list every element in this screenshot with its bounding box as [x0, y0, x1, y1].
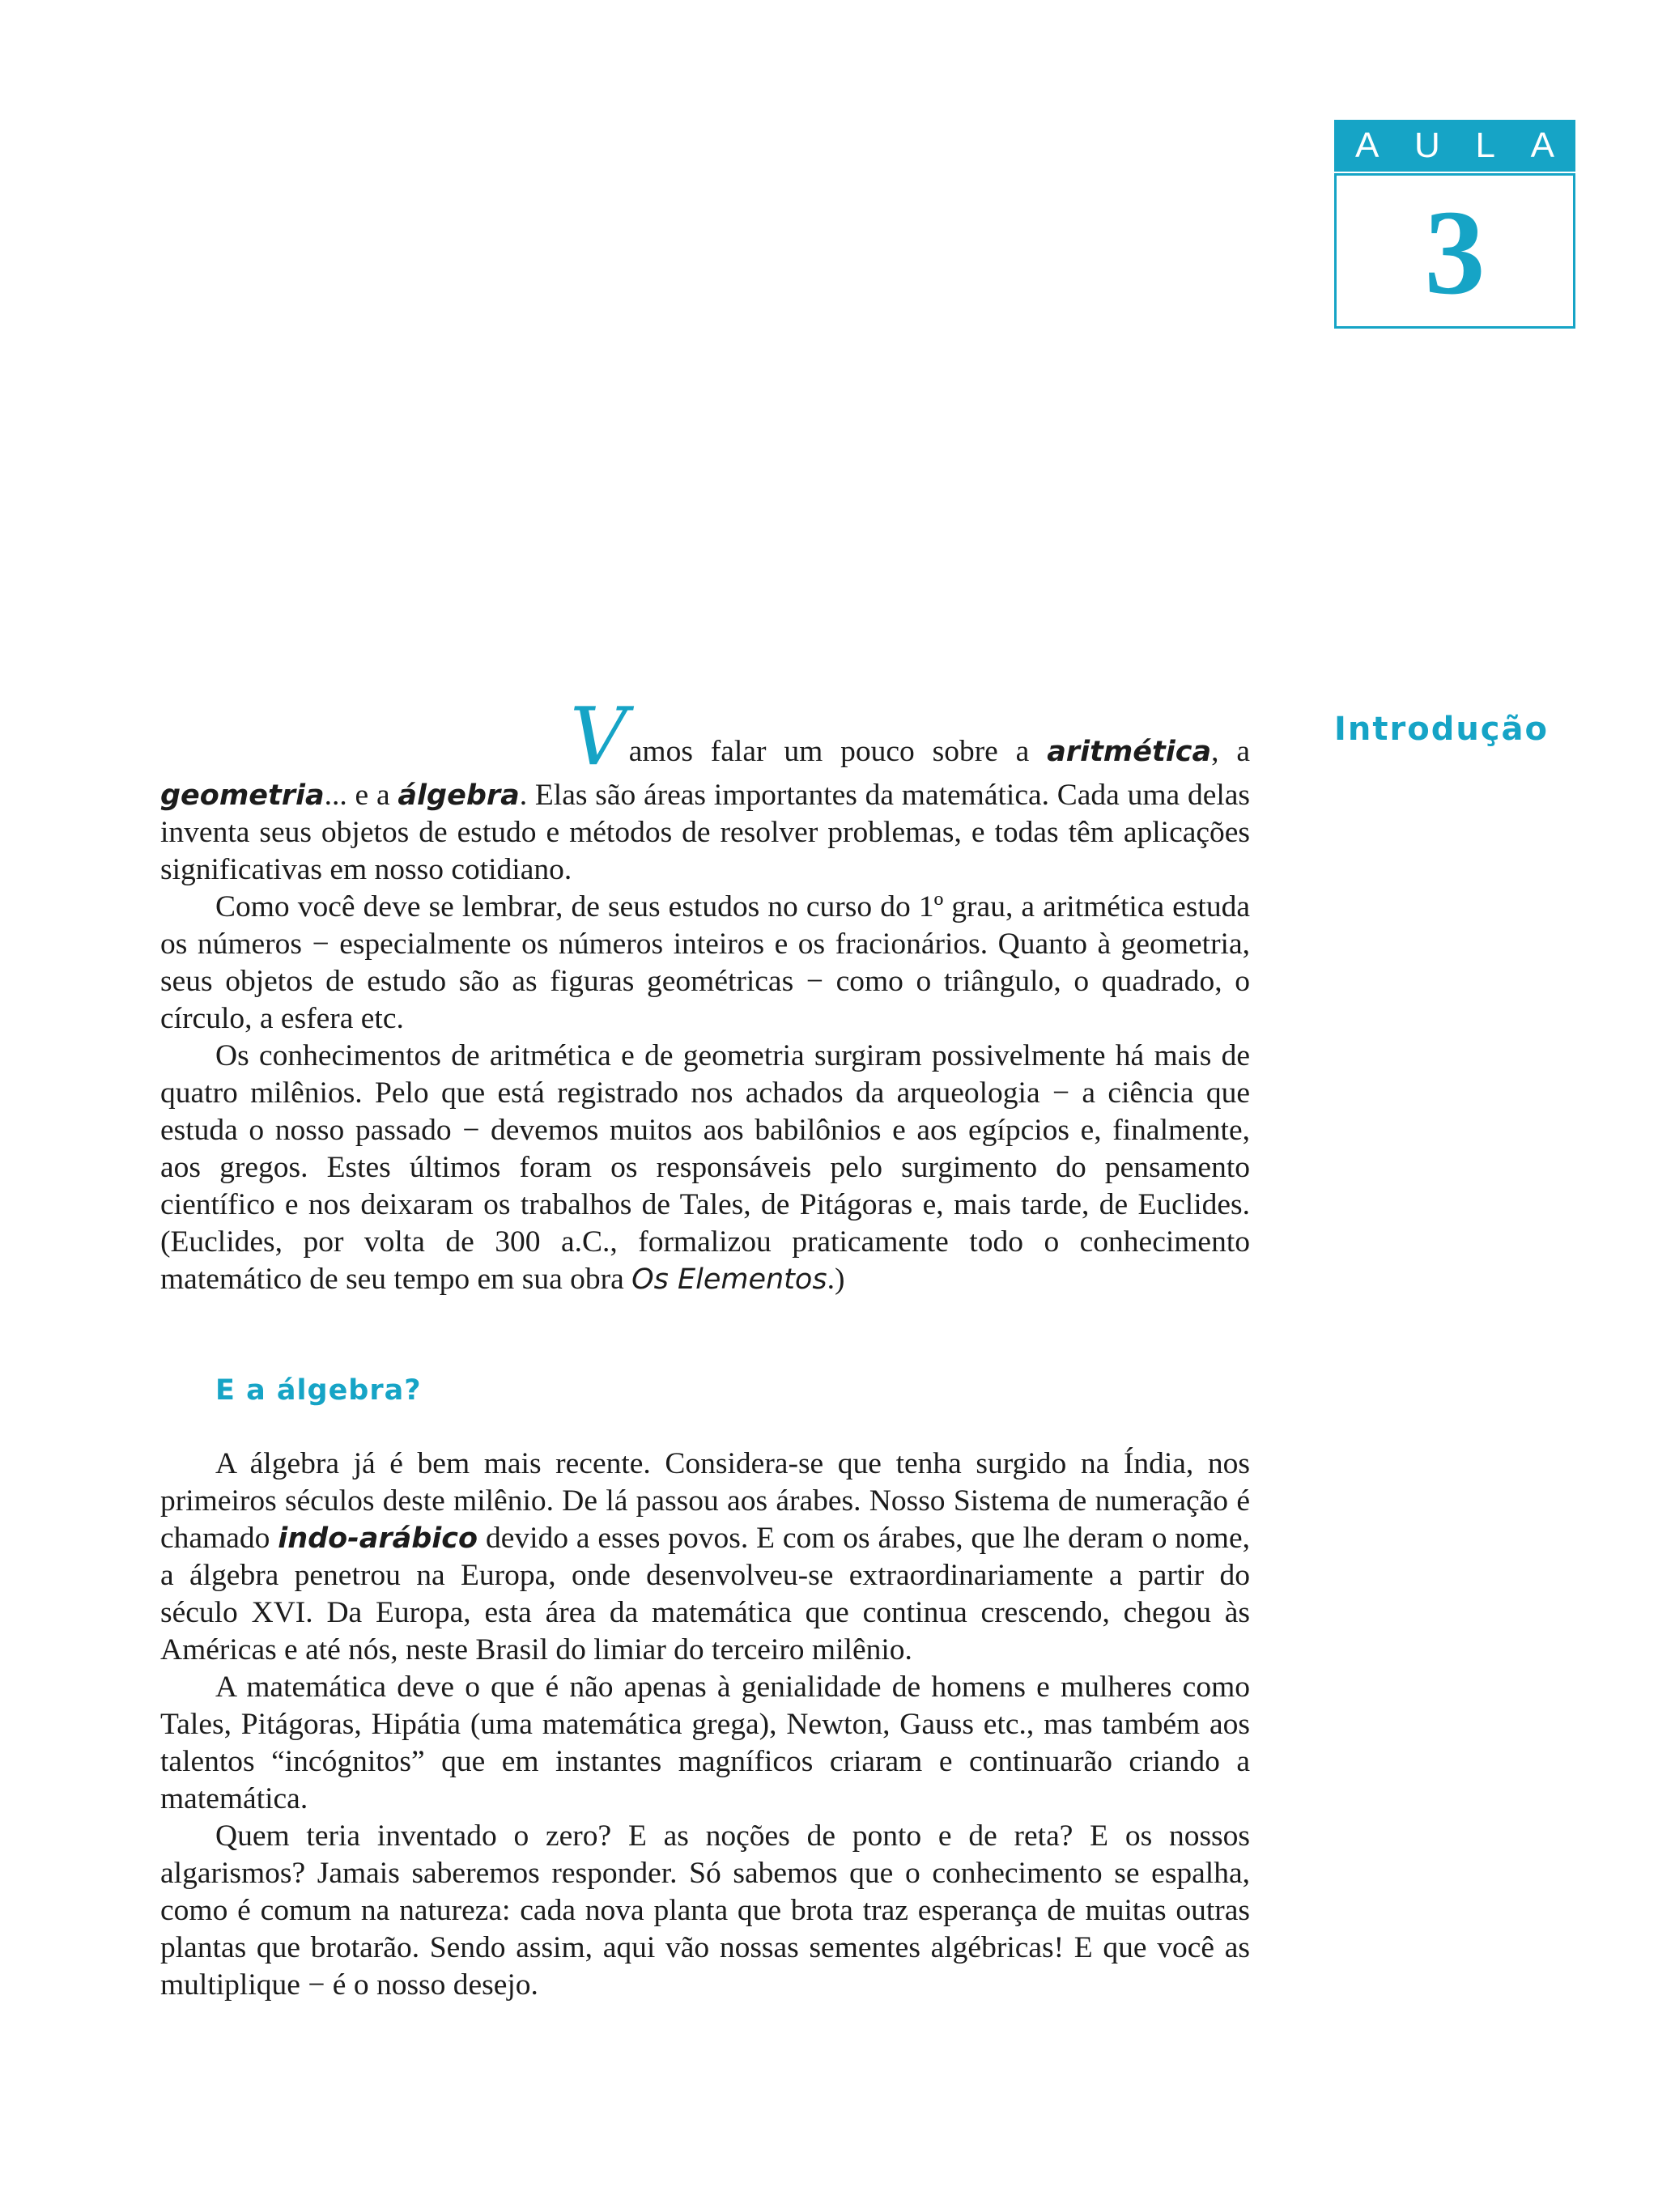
intro-paragraph-1 [160, 691, 1250, 889]
book-title: Os Elementos [631, 1263, 827, 1296]
intro-text-run: amos falar um pouco sobre a [628, 735, 1048, 768]
intro-paragraph-2: Como você deve se lembrar, de seus estudos no curso do 1º grau, a aritmética estuda os números − especialmente os números inteiros e os fracionários. Quanto à geometria, seus objetos de estudo são as figuras geométricas − como o triângulo, o quadrado, o círculo, a esfera etc. [160, 890, 1250, 1035]
intro-first-line-offset [160, 735, 570, 768]
intro-text-run: ... e a [324, 779, 398, 812]
intro-text-run: . Elas são áreas importantes da matemática. Cada uma delas inventa seus objetos de estudo e métodos de resolver problemas, e todas têm aplicações significativas em nosso cotidiano. [160, 779, 1250, 886]
intro-text-run: .) [827, 1263, 845, 1296]
intro-paragraph-3 [160, 1038, 1250, 1298]
aula-band [1334, 120, 1575, 172]
keyword-indo-arabico: indo-arábico [278, 1522, 478, 1555]
keyword-geometria: geometria [160, 779, 325, 812]
algebra-paragraph-3: Quem teria inventado o zero? E as noções de ponto e de reta? E os nossos algarismos? Jamais saberemos responder. Só sabemos que o conhecimento se espalha, como é comum na natureza: cada nova planta que brota traz esperança de muitas outras plantas que brotarão. Sendo assim, aqui vão nossas sementes algébricas! E que você as multiplique − é o nosso desejo. [160, 1819, 1250, 2002]
drop-cap: V [570, 691, 627, 783]
aula-letter: A [1530, 125, 1554, 165]
algebra-paragraph-1 [160, 1446, 1250, 1669]
aula-letter: U [1414, 125, 1440, 165]
aula-letter: L [1475, 125, 1495, 165]
algebra-paragraph-2: A matemática deve o que é não apenas à genialidade de homens e mulheres como Tales, Pitágoras, Hipátia (uma matemática grega), Newton, Gauss etc., mas também aos talentos “incógnitos” que em instantes magníficos criaram e continuarão criando a matemática. [160, 1671, 1250, 1815]
algebra-text-run: devido a esses povos. E com os árabes, que lhe deram o nome, a álgebra penetrou na Europa, onde desenvolveu-se extraordinariamente a partir do século XVI. Da Europa, esta área da matemática que continua crescendo, chegou às Américas e até nós, neste Brasil do limiar do terceiro milênio. [160, 1522, 1250, 1666]
intro-text-run: Os conhecimentos de aritmética e de geometria surgiram possivelmente há mais de quatro milênios. Pelo que está registrado nos achados da arqueologia − a ciência que estuda o nosso passado − devemos muitos aos babilônios e aos egípcios e, finalmente, aos gregos. Estes últimos foram os responsáveis pelo surgimento do pensamento científico e nos deixaram os trabalhos de Tales, de Pitágoras e, mais tarde, de Euclides. (Euclides, por volta de 300 a.C., formalizou praticamente todo o conhecimento matemático de seu tempo em sua obra [160, 1039, 1250, 1296]
section-side-label: Introdução [1334, 711, 1549, 748]
intro-text [160, 691, 1250, 1298]
intro-text-run: , a [1211, 735, 1250, 768]
aula-number: 3 [1424, 185, 1486, 320]
algebra-text-run: A álgebra já é bem mais recente. Considera-se que tenha surgido na Índia, nos primeiros séculos deste milênio. De lá passou aos árabes. Nosso Sistema de numeração é chamado [160, 1447, 1250, 1555]
keyword-algebra: álgebra [397, 779, 520, 812]
keyword-aritmetica: aritmética [1047, 736, 1212, 768]
aula-number-box [1334, 173, 1575, 329]
section-heading: E a álgebra? [215, 1374, 422, 1407]
algebra-text [160, 1446, 1250, 2004]
aula-badge [1334, 120, 1575, 329]
aula-letter: A [1355, 125, 1380, 165]
